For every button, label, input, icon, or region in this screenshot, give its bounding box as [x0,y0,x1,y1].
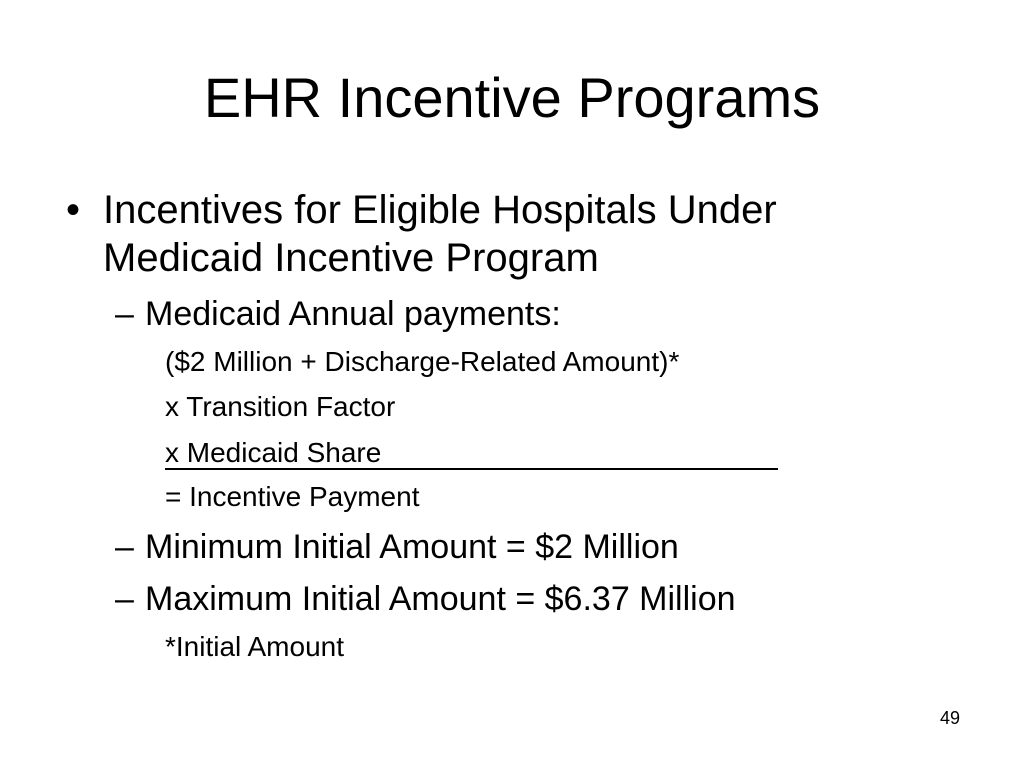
bullet-text-incentives: Incentives for Eligible Hospitals Under Medicaid Incentive Program [103,188,777,280]
formula-line-medicaid-share: x Medicaid Share [165,438,778,470]
bullet-marker: • [66,188,81,232]
sub-bullet-marker: – [115,295,134,333]
sub-bullet-marker: – [115,580,134,618]
formula-line-medicaid-share-wrapper [165,436,778,470]
slide-title: EHR Incentive Programs [203,66,821,129]
sub-bullet-maximum: Maximum Initial Amount = $6.37 Million [145,580,736,618]
footnote: *Initial Amount [165,631,344,662]
formula-line-result: = Incentive Payment [165,481,420,512]
sub-bullet-marker: – [115,528,134,566]
sub-bullet-minimum: Minimum Initial Amount = $2 Million [145,528,679,566]
formula-line-transition: x Transition Factor [165,391,396,422]
page-number: 49 [940,708,961,728]
sub-bullet-annual-payments: Medicaid Annual payments: [145,295,561,333]
formula-line-base: ($2 Million + Discharge-Related Amount)* [165,346,680,377]
